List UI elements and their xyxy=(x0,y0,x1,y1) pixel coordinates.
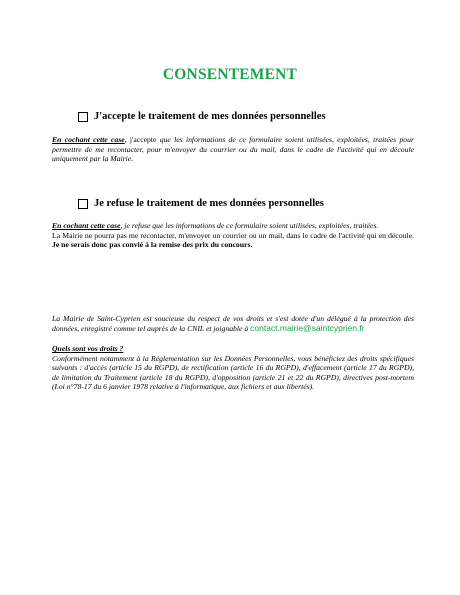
accept-description: En cochant cette case, j'accepte que les informations de ce formulaire soient utilisées, exploitées, traitées pour permettre de me recontacter, pour m'envoyer du courrier ou du mail, dans le cadre de l'activité qui en découle uniquement par la Mairie. xyxy=(52,135,414,164)
accept-option[interactable] xyxy=(78,111,326,122)
rights-text: Conformément notamment à la Réglementation sur les Données Personnelles, vous bénéficiez des droits spécifiques suivants : d'accès (article 15 du RGPD), de rectification (article 16 du RGPD), d'effacement (article 17 du RGPD), de limitation du Traitement (article 18 du RGPD), d'opposition (article 21 et 22 du RGPD), directives post-mortem (Loi n°78-17 du 6 janvier 1978 relative à l'informatique, aux fichiers et aux libertés). xyxy=(52,353,414,392)
accept-checkbox[interactable] xyxy=(78,112,88,122)
refuse-bold: Je ne serais donc pas convié à la remise des prix du concours. xyxy=(52,240,253,250)
refuse-text1: , je refuse que les informations de ce formulaire soient utilisées, exploitées, traitées. xyxy=(120,221,379,230)
rights-question: Quels sont vos droits ? xyxy=(52,344,124,353)
refuse-description xyxy=(52,221,414,250)
refuse-option[interactable] xyxy=(78,198,324,209)
refuse-label: Je refuse le traitement de mes données personnelles xyxy=(94,198,324,209)
refuse-checkbox[interactable] xyxy=(78,199,88,209)
page-title: CONSENTEMENT xyxy=(162,66,298,83)
accept-jaccepte: j'accepte xyxy=(129,135,157,144)
privacy-notice xyxy=(52,314,414,333)
refuse-lead: En cochant cette case xyxy=(52,221,121,230)
privacy-text: La Mairie de Saint-Cyprien est soucieuse du respect de vos droits et s'est dotée d'un délégué à la protection des données, enregistré comme tel auprès de la CNIL et joignable à xyxy=(52,314,414,333)
accept-lead: En cochant cette case xyxy=(52,135,125,144)
privacy-email-link[interactable]: contact.mairie@saintcyprien.fr xyxy=(250,322,365,333)
accept-text: que les informations de ce formulaire soient utilisées, exploitées, traitées pour permettre de me recontacter, pour m'envoyer du courrier ou du mail, dans le cadre de l'activité qui en découle uniquement par la Mairie. xyxy=(52,135,414,164)
accept-label: J'accepte le traitement de mes données personnelles xyxy=(94,111,326,122)
rights-section xyxy=(52,344,414,392)
refuse-text2: La Mairie ne pourra pas me recontacter, m'envoyer un courrier ou un mail, dans le cadre de l'activité qui en découle. xyxy=(52,230,414,240)
